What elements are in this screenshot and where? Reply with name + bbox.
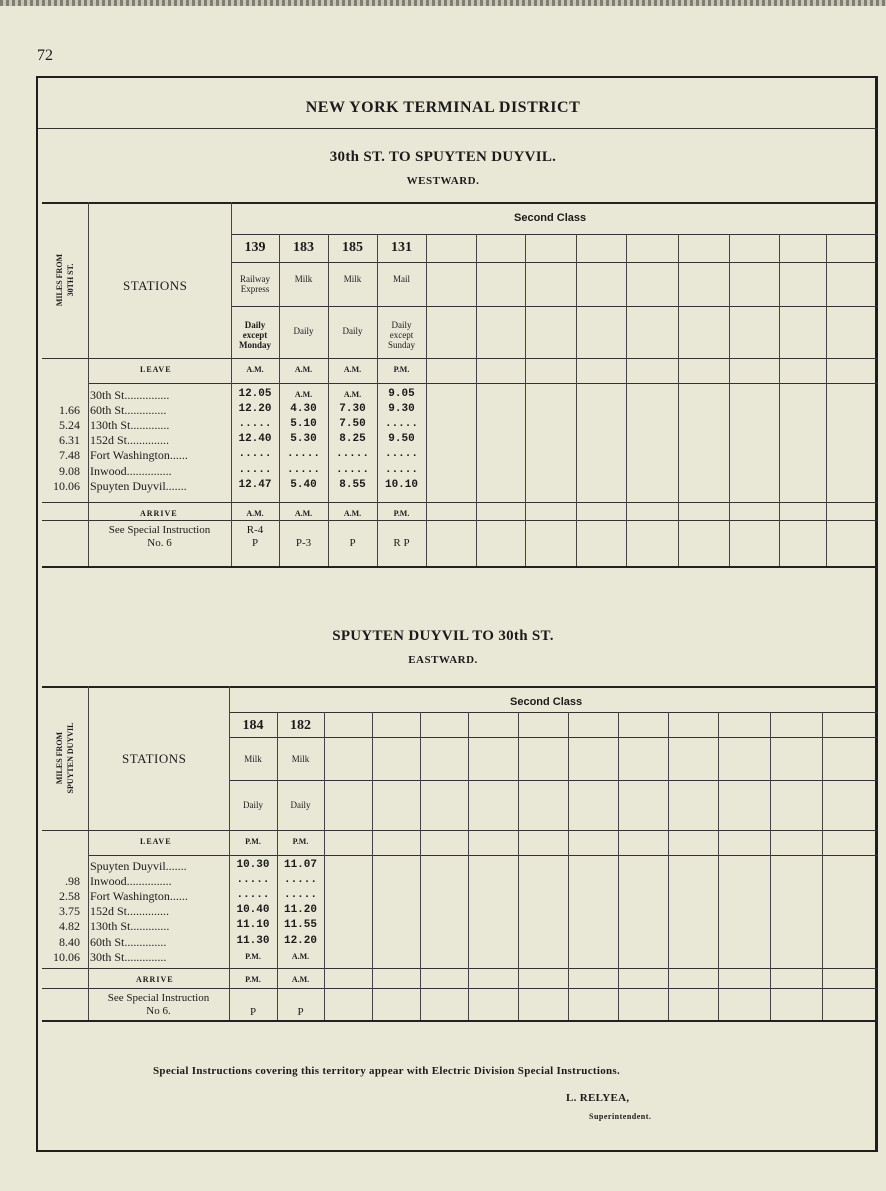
rule: [42, 1020, 878, 1022]
time-cell: 11.30: [236, 934, 270, 947]
rule: [42, 830, 878, 831]
time-cell: .....: [236, 874, 270, 887]
column-rule: [525, 234, 526, 566]
train-number: 139: [244, 240, 266, 255]
arrive-label: ARRIVE: [140, 509, 178, 518]
train-number: 184: [242, 718, 264, 733]
column-rule: [476, 234, 477, 566]
time-cell: 10.10: [384, 478, 418, 491]
station-mileage: 2.58: [59, 889, 80, 904]
station-mileage: 10.06: [53, 478, 80, 493]
time-cell: .....: [335, 448, 369, 461]
arrive-ampm: A.M.: [343, 509, 362, 518]
train-service: Mail: [393, 274, 410, 284]
time-cell: 9.50: [388, 433, 415, 446]
time-cell: .....: [236, 889, 270, 902]
arrive-ampm: A.M.: [294, 509, 313, 518]
rule: [42, 988, 878, 989]
station-mileage: 4.82: [59, 919, 80, 934]
arrive-ampm: P.M.: [245, 975, 261, 984]
arrive-ampm: A.M.: [291, 975, 310, 984]
train-number: 183: [293, 240, 314, 255]
westward-title: 30th ST. TO SPUYTEN DUYVIL.: [329, 149, 557, 165]
time-cell: 11.20: [283, 904, 317, 917]
leave-ampm: P.M.: [393, 365, 410, 374]
station-mileage: 6.31: [59, 433, 80, 448]
rule: [42, 358, 878, 359]
signature-title: Superintendent.: [589, 1112, 652, 1121]
column-rule: [518, 712, 519, 1020]
leave-ampm: P.M.: [245, 837, 261, 846]
leave-ampm: P.M.: [292, 837, 309, 846]
time-cell: 12.20: [283, 934, 317, 947]
column-rule: [420, 712, 421, 1020]
train-days: Daily: [342, 326, 363, 336]
time-cell: .....: [238, 448, 272, 461]
station-name: 60th St..............: [90, 403, 167, 418]
time-cell: 9.30: [388, 403, 415, 416]
train-instruction: R-4 P: [246, 524, 264, 549]
station-mileage: .98: [65, 874, 80, 889]
column-rule: [88, 686, 89, 1020]
time-cell: .....: [384, 463, 418, 476]
time-cell: 7.30: [339, 403, 366, 416]
special-instruction-label: See Special Instruction No 6.: [107, 992, 210, 1017]
time-cell: P.M.: [245, 951, 261, 961]
station-mileage: 3.75: [59, 904, 80, 919]
column-rule: [229, 686, 230, 1020]
column-rule: [426, 234, 427, 566]
column-rule: [568, 712, 569, 1020]
time-cell: .....: [283, 874, 317, 887]
train-service: Milk: [244, 754, 262, 764]
rule: [42, 566, 878, 568]
train-number: 131: [391, 240, 412, 255]
miles-from-label: MILES FROM 30TH ST.: [55, 253, 75, 307]
time-cell: 8.25: [339, 433, 366, 446]
eastward-title: SPUYTEN DUYVIL TO 30th ST.: [332, 628, 554, 644]
rule: [42, 520, 878, 521]
time-cell: 12.40: [238, 433, 272, 446]
train-service: Milk: [343, 274, 362, 284]
leave-label: LEAVE: [140, 837, 172, 846]
station-name: Inwood...............: [90, 874, 172, 889]
special-instruction-label: See Special Instruction No. 6: [108, 524, 211, 549]
column-rule: [779, 234, 780, 566]
column-rule: [822, 712, 823, 1020]
time-cell: .....: [238, 418, 272, 431]
station-name: Fort Washington......: [90, 448, 188, 463]
stations-header: STATIONS: [123, 278, 188, 293]
station-mileage: 7.48: [59, 448, 80, 463]
time-cell: 4.30: [290, 403, 317, 416]
station-name: Spuyten Duyvil.......: [90, 478, 187, 493]
time-cell: 12.20: [238, 403, 272, 416]
train-days: Daily except Monday: [238, 320, 271, 350]
arrive-ampm: A.M.: [246, 509, 264, 518]
station-name: 60th St..............: [90, 934, 167, 949]
column-rule: [618, 712, 619, 1020]
special-instructions-note: Special Instructions covering this territory appear with Electric Division Special Instructions.: [153, 1065, 621, 1077]
page-number: 72: [37, 47, 53, 64]
rule: [229, 737, 878, 738]
column-rule: [468, 712, 469, 1020]
stations-header: STATIONS: [122, 751, 187, 766]
time-cell: 11.55: [283, 919, 317, 932]
time-cell: 5.40: [290, 478, 317, 491]
time-cell: A.M.: [294, 390, 313, 399]
train-instruction: R P: [393, 537, 410, 549]
time-cell: .....: [286, 448, 320, 461]
westward-direction: WESTWARD.: [406, 175, 480, 187]
station-mileage: 1.66: [59, 403, 80, 418]
signature: L. RELYEA,: [566, 1092, 630, 1104]
time-cell: .....: [384, 448, 418, 461]
station-name: Inwood...............: [90, 463, 172, 478]
train-instruction: P-3: [295, 537, 312, 549]
column-rule: [88, 202, 89, 566]
leave-ampm: A.M.: [246, 365, 264, 374]
station-name: Spuyten Duyvil.......: [90, 859, 187, 873]
time-cell: 10.40: [236, 904, 270, 917]
second-class-header: Second Class: [510, 696, 583, 708]
divider: [38, 128, 878, 129]
train-days: Daily except Sunday: [388, 320, 415, 350]
time-cell: 7.50: [339, 418, 366, 431]
station-name: 30th St..............: [90, 949, 167, 964]
train-instruction: P: [249, 1006, 257, 1018]
station-mileage: 5.24: [59, 418, 80, 433]
rule: [42, 202, 878, 204]
eastward-direction: EASTWARD.: [408, 654, 478, 666]
rule: [88, 383, 878, 384]
time-cell: 8.55: [339, 478, 366, 491]
column-rule: [576, 234, 577, 566]
train-days: Daily: [243, 800, 263, 810]
time-cell: 11.07: [283, 859, 317, 871]
leave-label: LEAVE: [140, 365, 172, 374]
time-cell: 11.10: [236, 919, 270, 932]
station-name: 152d St..............: [90, 433, 170, 448]
train-instruction: P: [349, 537, 356, 549]
rule: [42, 502, 878, 503]
time-cell: A.M.: [343, 390, 362, 399]
time-cell: 5.10: [290, 418, 317, 431]
timetable-frame: [36, 76, 878, 1152]
second-class-header: Second Class: [514, 212, 587, 224]
column-rule: [626, 234, 627, 566]
column-rule: [770, 712, 771, 1020]
time-cell: 5.30: [290, 433, 317, 446]
rule: [42, 968, 878, 969]
time-cell: .....: [238, 463, 272, 476]
time-cell: .....: [335, 463, 369, 476]
rule: [88, 855, 878, 856]
train-service: Railway Express: [240, 274, 270, 294]
station-name: 130th St.............: [90, 418, 170, 433]
train-days: Daily: [293, 326, 314, 336]
train-service: Milk: [291, 754, 310, 764]
station-name: 130th St.............: [90, 919, 170, 934]
station-mileage: 8.40: [59, 934, 80, 949]
station-mileage: 10.06: [53, 949, 80, 964]
page-top-edge: [0, 0, 886, 6]
rule: [229, 780, 878, 781]
leave-ampm: A.M.: [343, 365, 362, 374]
miles-from-label: MILES FROM SPUYTEN DUYVIL: [55, 722, 75, 794]
arrive-label: ARRIVE: [136, 975, 174, 984]
column-rule: [324, 712, 325, 1020]
train-number: 185: [342, 240, 363, 255]
train-days: Daily: [290, 800, 311, 810]
column-rule: [372, 712, 373, 1020]
rule: [42, 686, 878, 688]
arrive-ampm: P.M.: [393, 509, 410, 518]
time-cell: 12.47: [238, 478, 272, 491]
column-rule: [729, 234, 730, 566]
time-cell: 9.05: [388, 388, 415, 400]
time-cell: 12.05: [238, 388, 272, 400]
column-rule: [718, 712, 719, 1020]
rule: [229, 712, 878, 713]
station-mileage: 9.08: [59, 463, 80, 478]
time-cell: .....: [286, 463, 320, 476]
column-rule: [678, 234, 679, 566]
train-instruction: P: [297, 1006, 304, 1018]
time-cell: .....: [384, 418, 418, 431]
district-title: NEW YORK TERMINAL DISTRICT: [305, 99, 581, 116]
train-number: 182: [290, 718, 311, 733]
leave-ampm: A.M.: [294, 365, 313, 374]
time-cell: .....: [283, 889, 317, 902]
column-rule: [668, 712, 669, 1020]
station-name: Fort Washington......: [90, 889, 188, 904]
time-cell: 10.30: [236, 859, 270, 871]
station-name: 152d St..............: [90, 904, 170, 919]
station-name: 30th St...............: [90, 388, 170, 402]
column-rule: [826, 234, 827, 566]
train-service: Milk: [294, 274, 313, 284]
time-cell: A.M.: [291, 951, 310, 961]
